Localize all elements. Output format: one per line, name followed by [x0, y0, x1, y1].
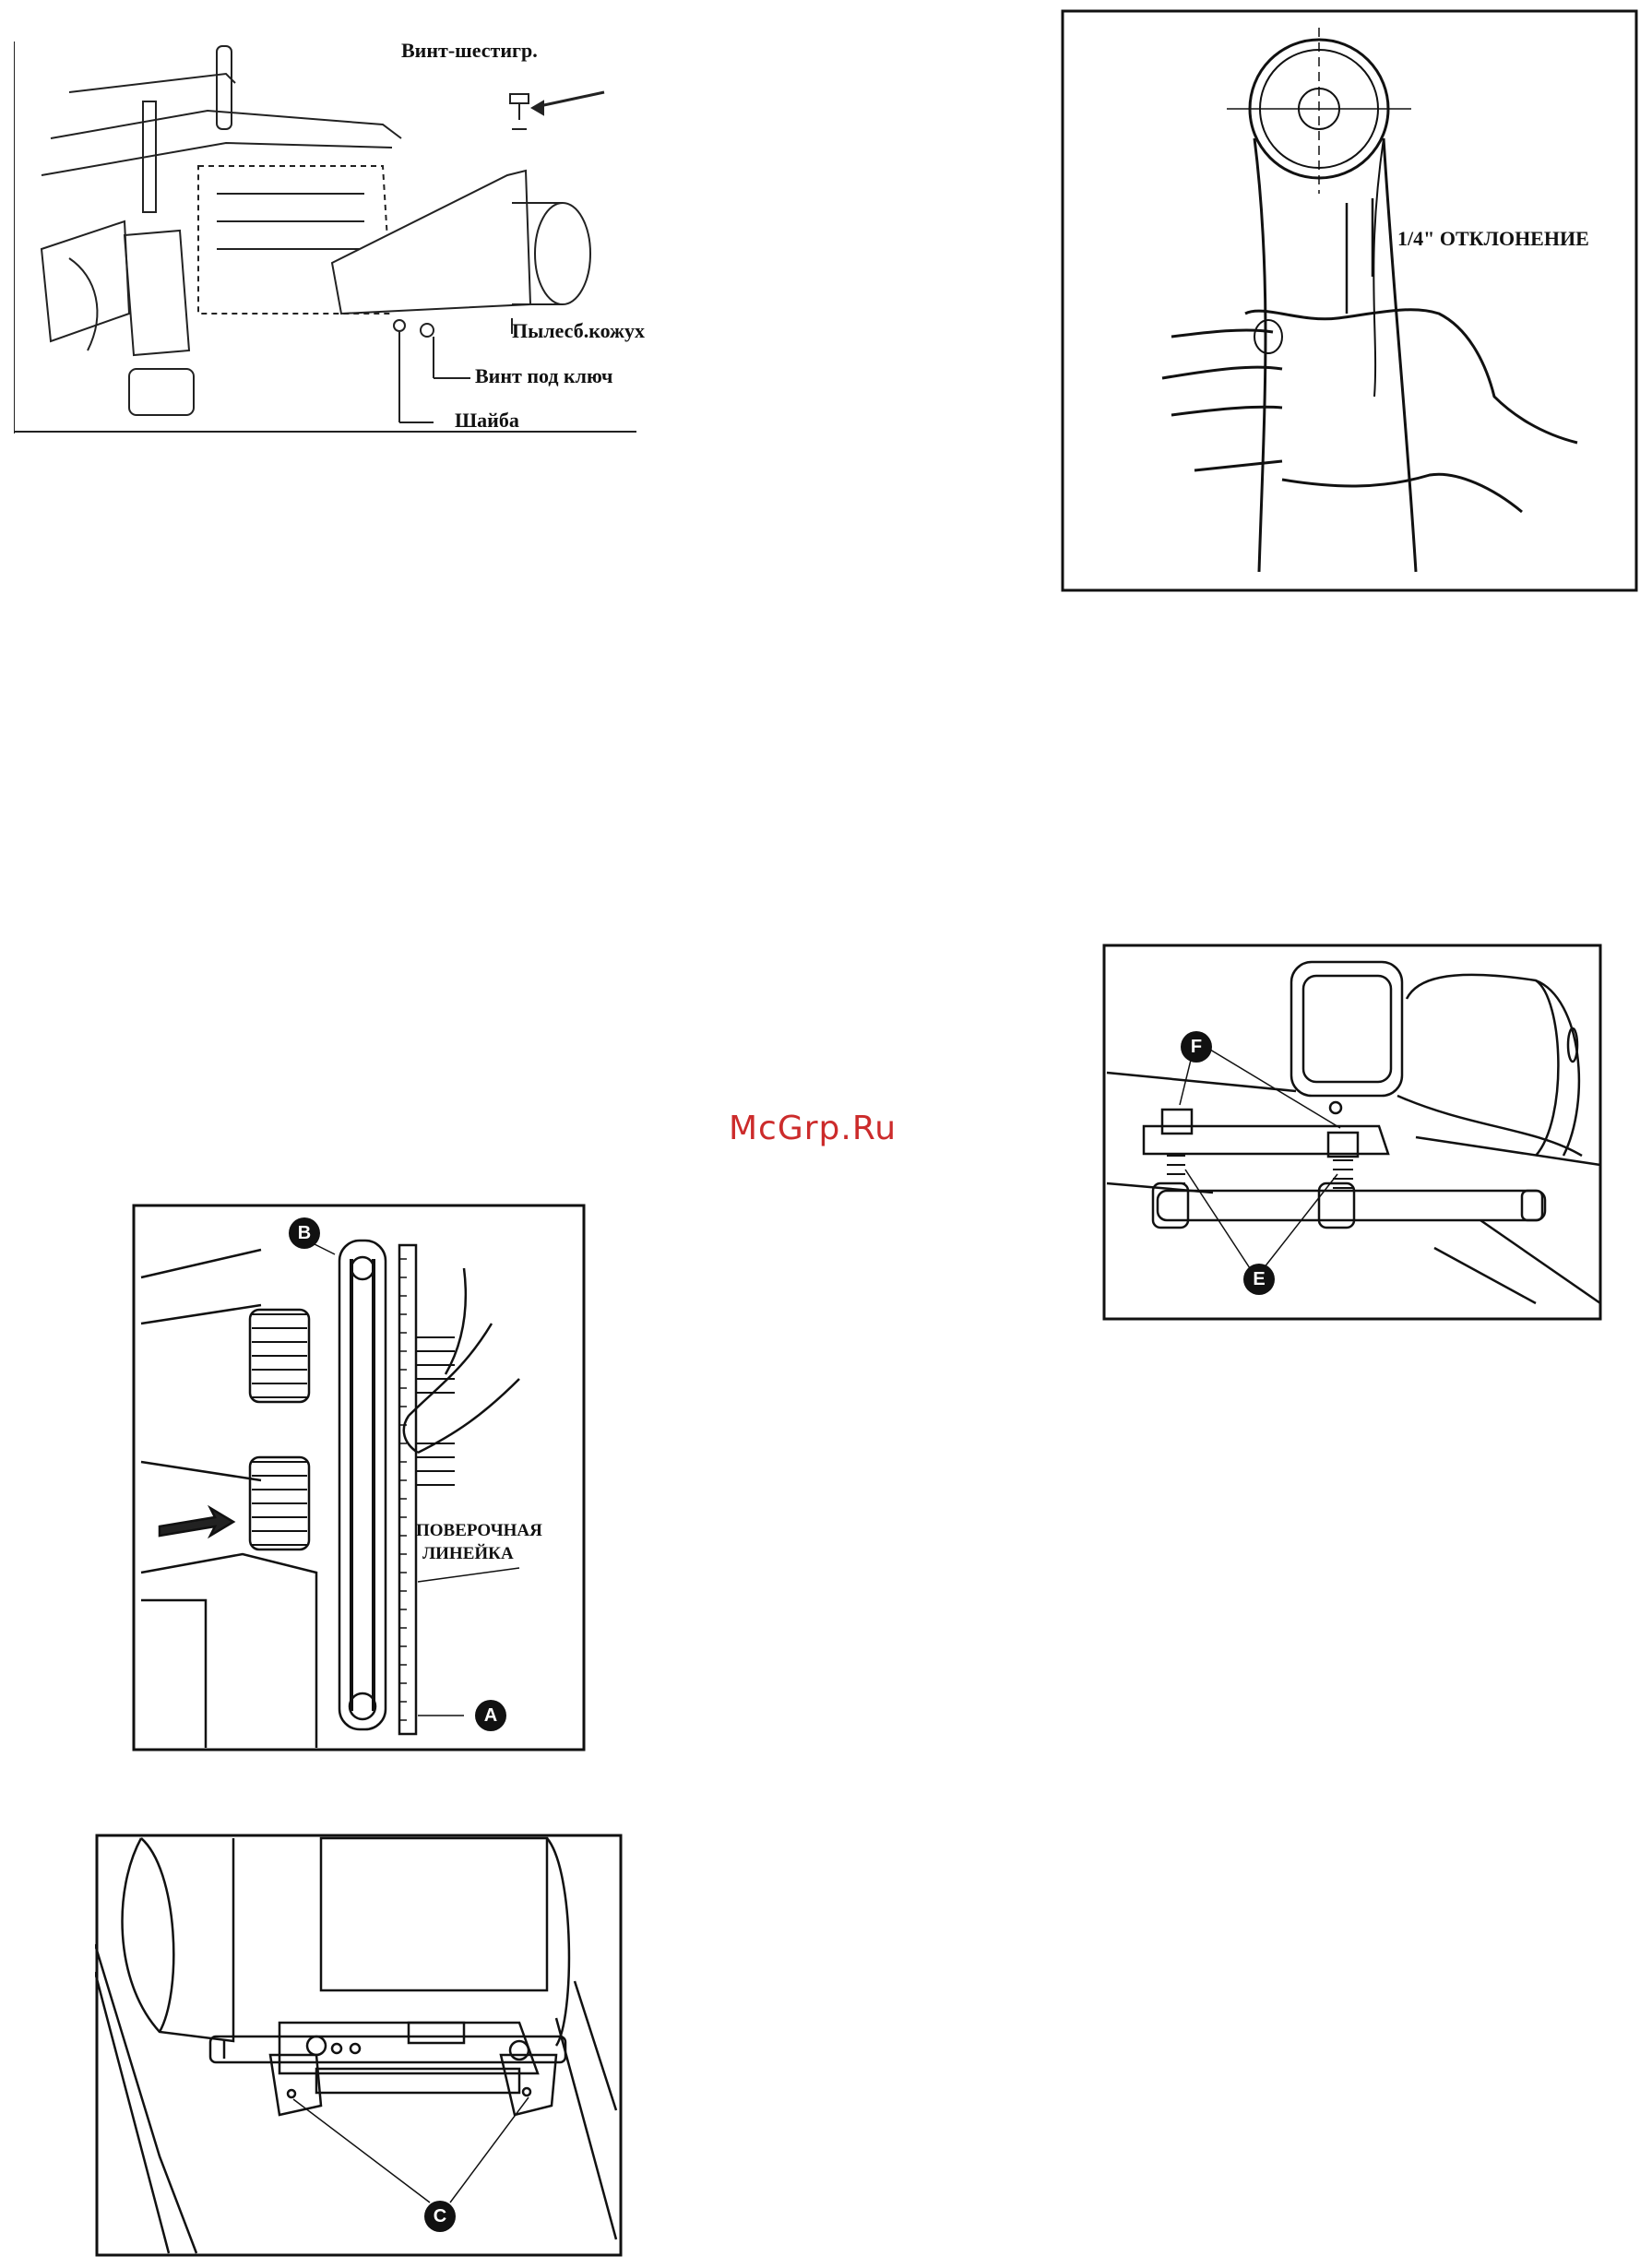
figure-motor-mount-c	[95, 1834, 624, 2258]
label-straightedge-line2: ЛИНЕЙКА	[422, 1544, 514, 1563]
motor-adjust-ef-drawing	[1102, 944, 1603, 1322]
callout-c-badge: C	[424, 2201, 456, 2232]
figure-dust-hood-assembly	[14, 37, 660, 452]
label-dust-hood: Пылесб.кожух	[512, 319, 645, 342]
callout-f-badge: F	[1181, 1031, 1212, 1063]
label-washer: Шайба	[455, 409, 519, 432]
label-hex-screw: Винт-шестигр.	[401, 39, 538, 62]
watermark: McGrp.Ru	[729, 1110, 897, 1147]
label-deflection: 1/4" ОТКЛОНЕНИЕ	[1397, 227, 1589, 250]
figure-motor-adjust-ef	[1102, 944, 1603, 1322]
figure-belt-deflection	[1061, 9, 1640, 595]
label-key-screw: Винт под ключ	[475, 364, 613, 387]
label-straightedge-line1: ПОВЕРОЧНАЯ	[416, 1521, 542, 1540]
belt-deflection-drawing	[1061, 9, 1640, 595]
callout-e-badge: E	[1243, 1264, 1275, 1295]
pulley-alignment-drawing	[132, 1204, 587, 1752]
callout-b-badge: B	[289, 1217, 320, 1249]
motor-mount-c-drawing	[95, 1834, 624, 2258]
figure-pulley-alignment	[132, 1204, 587, 1752]
dust-hood-drawing	[14, 37, 660, 452]
callout-a-badge: A	[475, 1700, 506, 1731]
